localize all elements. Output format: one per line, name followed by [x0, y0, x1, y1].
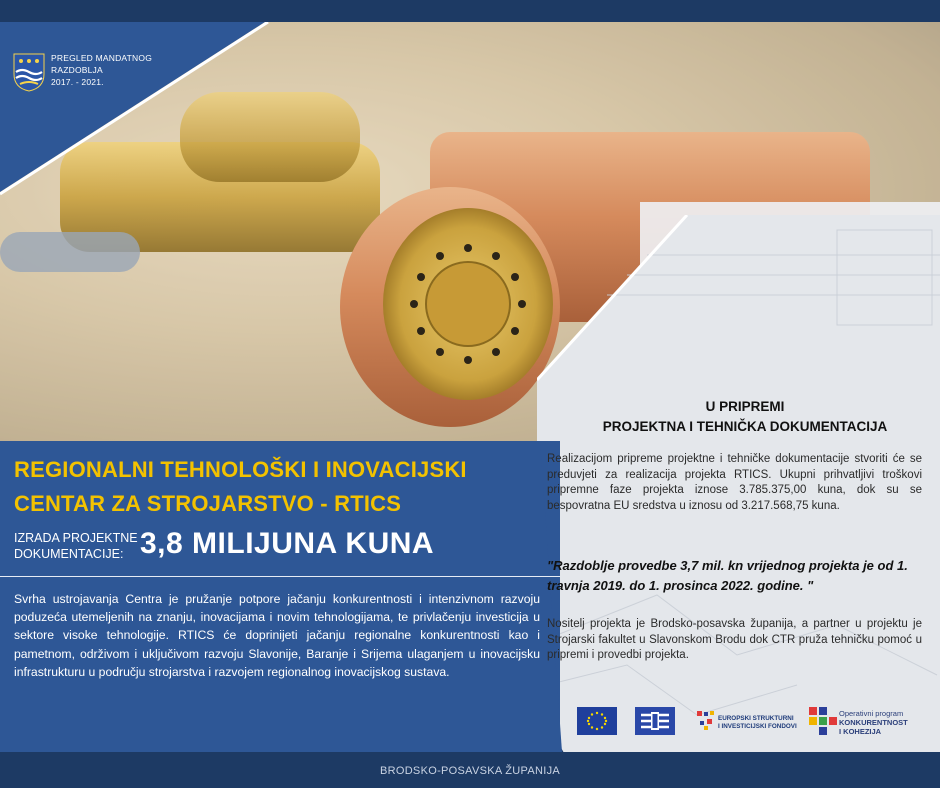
preparation-heading-line2: PROJEKTNA I TEHNIČKA DOKUMENTACIJA: [602, 419, 888, 434]
costs-paragraph: Realizacijom pripreme projektne i tehničke dokumentacije stvoriti će se preduvjeti za realizacija projekta RTICS. Ukupni prihvatljivi troškovi pripremne faze projekta iznose 3.785.375,00 kuna, dok su se bespovratna EU sredstva u iznosu od 3.217.568,75 kuna.: [547, 453, 922, 512]
footer-county-name: BRODSKO-POSAVSKA ŽUPANIJA: [379, 765, 561, 777]
title-line-1: REGIONALNI TEHNOLOŠKI I INOVACIJSKI: [14, 457, 467, 482]
op-line3: I KOHEZIJA: [839, 727, 882, 736]
esif-line2: I INVESTICIJSKI FONDOVI: [718, 723, 797, 730]
mandate-period-label: [51, 52, 152, 88]
county-crest-icon: [12, 52, 46, 92]
funding-logos: [577, 707, 927, 741]
logo-text-line1: PREGLED MANDATNOG: [51, 53, 153, 63]
op-logo-icon: [809, 707, 837, 735]
op-logo-text: [839, 709, 908, 736]
op-line1: Operativni program: [839, 709, 904, 718]
preparation-heading: [580, 397, 910, 437]
esif-logo-icon: [695, 709, 717, 733]
eu-flag-icon: [577, 707, 617, 735]
top-bar: [0, 0, 940, 22]
corner-accent: [0, 22, 280, 202]
cost-label-line2: DOKUMENTACIJE:: [14, 547, 124, 561]
partners-paragraph: Nositelj projekta je Brodsko-posavska županija, a partner u projektu je Strojarski fakultet u Slavonskom Brodu dok CTR pruža tehničku pomoć u pripremi i provedbi projekta.: [547, 618, 922, 662]
preparation-heading-line1: U PRIPREMI: [705, 399, 785, 414]
project-description: Svrha ustrojavanja Centra je pružanje potpore jačanju konkurentnosti i intenzivnom razvoju poduzeća utemeljenih na znanju, inovacijama i novim tehnologijama, te privlačenju investicija u sektore visoke tehnologije. RTICS će doprinijeti jačanju regionalne konkurentnosti kao i pametnom, održivom i uključivom razvoju Slavonije, Baranje i Srijema ulaganjem u inovacijsku infrastrukturu u području strojarstva i razvojem regionalnog inovacijskog sustava.: [14, 592, 540, 679]
esif-logo-text: [718, 715, 797, 731]
title-line-2: CENTAR ZA STROJARSTVO - RTICS: [14, 491, 402, 516]
op-line2: KONKURENTNOST: [839, 718, 908, 727]
cost-label: [14, 530, 138, 562]
period-quote: "Razdoblje provedbe 3,7 mil. kn vrijednog projekta je od 1. travnja 2019. do 1. prosinca 2022. godine. ": [547, 558, 908, 593]
county-flag-icon: [635, 707, 675, 735]
logo-text-line3: 2017. - 2021.: [51, 77, 104, 87]
cost-label-line1: IZRADA PROJEKTNE: [14, 531, 138, 545]
page-title: [14, 453, 534, 521]
esif-line1: EUROPSKI STRUKTURNI: [718, 715, 794, 722]
logo-text-line2: RAZDOBLJA: [51, 65, 103, 75]
panel-divider: [0, 576, 560, 577]
cost-value: 3,8 MILIJUNA KUNA: [140, 527, 435, 560]
